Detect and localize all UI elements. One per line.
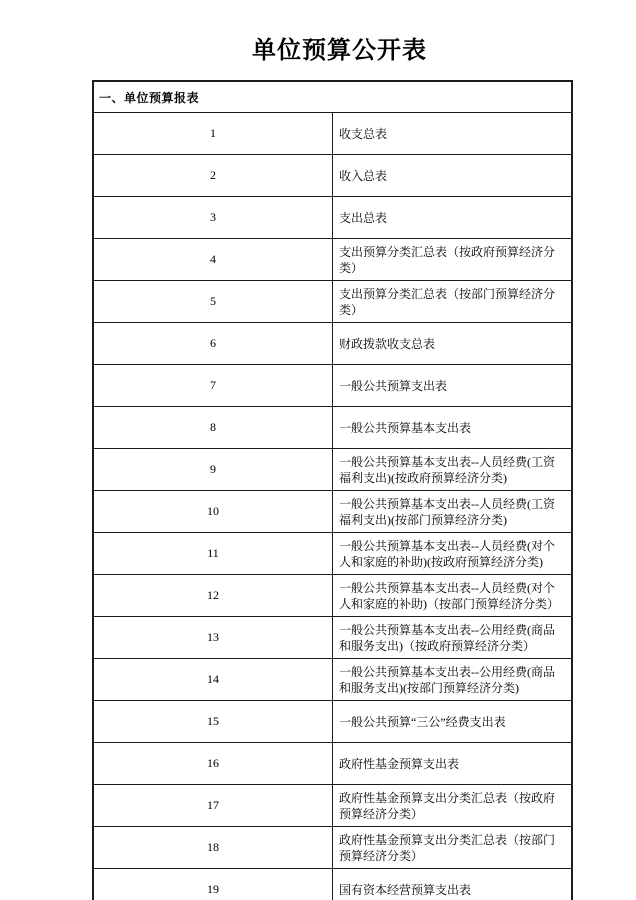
table-header-row (93, 81, 572, 113)
row-number: 11 (93, 533, 333, 575)
table-row (93, 197, 572, 239)
row-number: 10 (93, 491, 333, 533)
row-number: 9 (93, 449, 333, 491)
table-row (93, 365, 572, 407)
row-title: 支出总表 (333, 197, 573, 239)
table-row (93, 113, 572, 155)
row-number: 5 (93, 281, 333, 323)
row-number: 14 (93, 659, 333, 701)
table-section-header: 一、单位预算报表 (93, 81, 572, 113)
table-row (93, 281, 572, 323)
row-title: 一般公共预算基本支出表--人员经费(工资福利支出)(按部门预算经济分类) (333, 491, 573, 533)
row-number: 12 (93, 575, 333, 617)
row-title: 财政拨款收支总表 (333, 323, 573, 365)
row-title: 一般公共预算“三公”经费支出表 (333, 701, 573, 743)
table-row (93, 827, 572, 869)
row-title: 国有资本经营预算支出表 (333, 869, 573, 900)
row-title: 收支总表 (333, 113, 573, 155)
row-title: 一般公共预算基本支出表--人员经费(对个人和家庭的补助)（按部门预算经济分类） (333, 575, 573, 617)
table-row (93, 155, 572, 197)
budget-table (92, 80, 573, 900)
table-row (93, 659, 572, 701)
table-row (93, 239, 572, 281)
row-title: 收入总表 (333, 155, 573, 197)
page-title: 单位预算公开表 (252, 38, 427, 64)
row-number: 3 (93, 197, 333, 239)
row-number: 16 (93, 743, 333, 785)
row-title: 支出预算分类汇总表（按部门预算经济分类） (333, 281, 573, 323)
row-title: 一般公共预算基本支出表--人员经费(工资福利支出)(按政府预算经济分类) (333, 449, 573, 491)
table-row (93, 407, 572, 449)
table-row (93, 743, 572, 785)
table-row (93, 701, 572, 743)
table-row (93, 785, 572, 827)
table-row (93, 323, 572, 365)
row-number: 6 (93, 323, 333, 365)
row-title: 政府性基金预算支出分类汇总表（按部门预算经济分类） (333, 827, 573, 869)
row-number: 18 (93, 827, 333, 869)
row-title: 一般公共预算基本支出表--公用经费(商品和服务支出)(按部门预算经济分类) (333, 659, 573, 701)
row-title: 政府性基金预算支出分类汇总表（按政府预算经济分类） (333, 785, 573, 827)
row-title: 一般公共预算基本支出表 (333, 407, 573, 449)
row-number: 2 (93, 155, 333, 197)
row-title: 一般公共预算基本支出表--公用经费(商品和服务支出)（按政府预算经济分类） (333, 617, 573, 659)
table-row (93, 575, 572, 617)
row-number: 8 (93, 407, 333, 449)
row-title: 一般公共预算支出表 (333, 365, 573, 407)
row-title: 一般公共预算基本支出表--人员经费(对个人和家庭的补助)(按政府预算经济分类) (333, 533, 573, 575)
row-number: 4 (93, 239, 333, 281)
table-row (93, 533, 572, 575)
row-number: 19 (93, 869, 333, 900)
row-number: 13 (93, 617, 333, 659)
table-row (93, 491, 572, 533)
row-number: 7 (93, 365, 333, 407)
row-number: 17 (93, 785, 333, 827)
row-title: 政府性基金预算支出表 (333, 743, 573, 785)
row-number: 1 (93, 113, 333, 155)
table-row (93, 449, 572, 491)
table-row (93, 617, 572, 659)
row-title: 支出预算分类汇总表（按政府预算经济分类） (333, 239, 573, 281)
table-row (93, 869, 572, 900)
row-number: 15 (93, 701, 333, 743)
